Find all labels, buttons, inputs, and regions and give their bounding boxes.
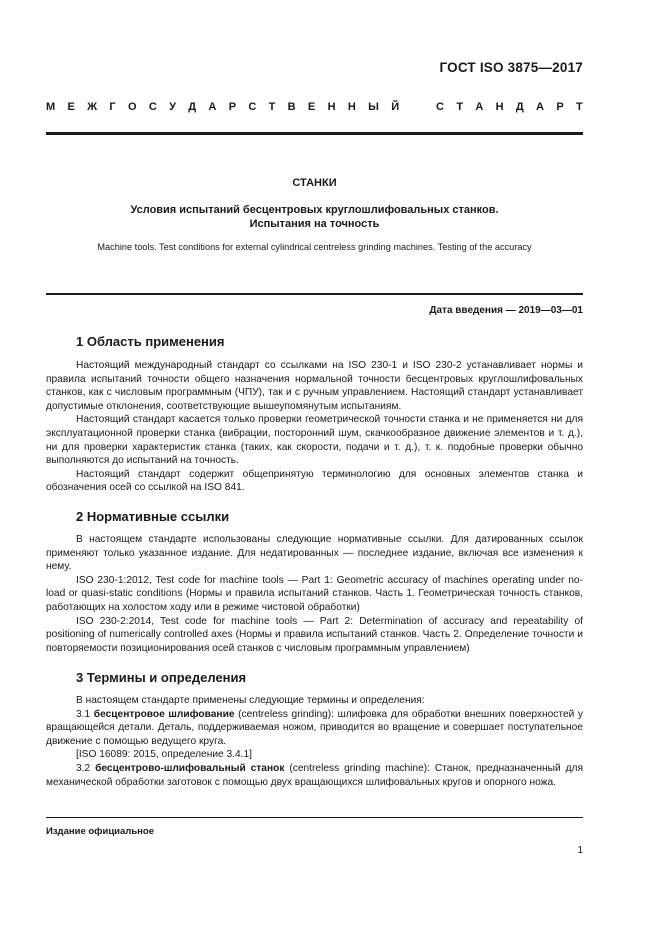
page-number: 1 (577, 845, 583, 856)
paragraph: Настоящий стандарт содержит общепринятую терминологию для основных элементов станка и обозначения осей со ссылкой на ISO 841. (46, 468, 583, 494)
banner-letter: Д (515, 101, 524, 113)
banner-letter: Р (556, 101, 564, 113)
section-3-heading: 3 Термины и определения (76, 670, 247, 685)
banner-letter: С (248, 101, 257, 113)
title-main: СТАНКИ (292, 177, 337, 189)
banner-letter: Р (228, 101, 237, 113)
section-2-heading: 2 Нормативные ссылки (76, 509, 230, 524)
title-russian-line-1: Условия испытаний бесцентровых круглошлифовальных станков. (130, 204, 499, 216)
banner-letter: А (208, 101, 217, 113)
banner-letter: Т (456, 101, 464, 113)
paragraph: Настоящий международный стандарт со ссылками на ISO 230-1 и ISO 230-2 устанавливает нормы и правила испытаний точности общего назначения нормальной точности бесцентровых круглошлифовальных станков, как с числовым программным (ЧПУ), так и с ручным управлением. Настоящий стандарт устанавливает допустимые отклонения, соответствующие вышеупомянутым испытаниям. (46, 360, 583, 412)
banner-letter: М (46, 101, 56, 113)
term-3-1 (46, 708, 583, 749)
footer-rule (46, 817, 583, 818)
official-edition-label: Издание официальное (46, 826, 154, 837)
section-2-body (46, 533, 583, 655)
term-definition: (centreless grinding): шлифовка для обработки внешних поверхностей у вращающейся детали. Деталь, поддерживаемая ножом, приводится во вращение и совершает поступательное движение с помощью ведущего круга. (46, 708, 583, 747)
banner-letter: Ж (87, 101, 98, 113)
interstate-standard-banner (46, 101, 583, 113)
banner-letter: Т (575, 101, 583, 113)
banner-letter: Ы (368, 101, 379, 113)
banner-letter: Н (327, 101, 336, 113)
title-english: Machine tools. Test conditions for external cylindrical centreless grinding machines. Testing of the accuracy (97, 242, 532, 252)
banner-letter: А (475, 101, 484, 113)
header-rule (46, 132, 583, 135)
term-number: 3.2 (76, 762, 91, 774)
banner-letter: У (169, 101, 176, 113)
banner-letter: Е (67, 101, 75, 113)
banner-letter: Г (109, 101, 116, 113)
paragraph: В настоящем стандарте применены следующие термины и определения: (76, 695, 425, 706)
term-name: бесцентрово-шлифовальный станок (95, 762, 285, 774)
paragraph: В настоящем стандарте использованы следующие нормативные ссылки. Для датированных ссылок применяют только указанное издание. Для недатированных — последнее издание, включая все изменения к нему. (46, 534, 583, 573)
term-3-2 (46, 762, 583, 789)
term-definition: (centreless grinding machine): Станок, предназначенный для механической обработки заготовок с помощью двух вращающихся шлифовальных кругов и опорного ножа. (46, 762, 583, 788)
document-number: ГОСТ ISO 3875—2017 (439, 60, 583, 75)
banner-letter: Е (307, 101, 316, 113)
title-rule (46, 293, 583, 295)
banner-letter: Н (347, 101, 356, 113)
paragraph: ISO 230-1:2012, Test code for machine tools — Part 1: Geometric accuracy of machines operating under no-load or quasi-static conditions (Нормы и правила испытаний станков. Часть 1. Геометрическая точность станков, работающих на холостом ходу или в режиме чистовой обработки) (46, 574, 583, 613)
banner-letter: Т (268, 101, 276, 113)
banner-letter: В (287, 101, 296, 113)
section-3-body (46, 694, 583, 789)
title-russian-line-2: Испытания на точность (249, 218, 380, 230)
section-1-body (46, 359, 583, 495)
term-number: 3.1 (76, 708, 91, 720)
term-name: бесцентровое шлифование (93, 708, 235, 720)
banner-letter: Д (188, 101, 197, 113)
introduction-date: Дата введения — 2019—03—01 (429, 305, 583, 316)
title-russian (46, 203, 583, 231)
term-reference: [ISO 16089: 2015, определение 3.4.1] (76, 749, 252, 761)
banner-letter: О (127, 101, 137, 113)
banner-letter: С (148, 101, 157, 113)
section-1-heading: 1 Область применения (76, 334, 225, 349)
banner-letter: Н (495, 101, 504, 113)
paragraph: Настоящий стандарт касается только проверки геометрической точности станка и не применяется ни для эксплуатационной проверки станка (вибрации, посторонний шум, скачкообразное движение элементов и т. д.), ни для проверки характеристик станка (таких, как скорости, подачи и т. д.), т. к. подобные проверки обычно выполняются до испытаний на точность. (46, 414, 583, 467)
banner-letter: С (436, 101, 444, 113)
banner-letter: А (536, 101, 544, 113)
banner-letter: Й (391, 101, 400, 113)
paragraph: ISO 230-2:2014, Test code for machine tools — Part 2: Determination of accuracy and repeatability of positioning of numerically controlled axes (Нормы и правила испытаний станков. Часть 2. Определение точности и повторяемости позиционирования осей станков с числовым программным управлением) (46, 615, 583, 654)
